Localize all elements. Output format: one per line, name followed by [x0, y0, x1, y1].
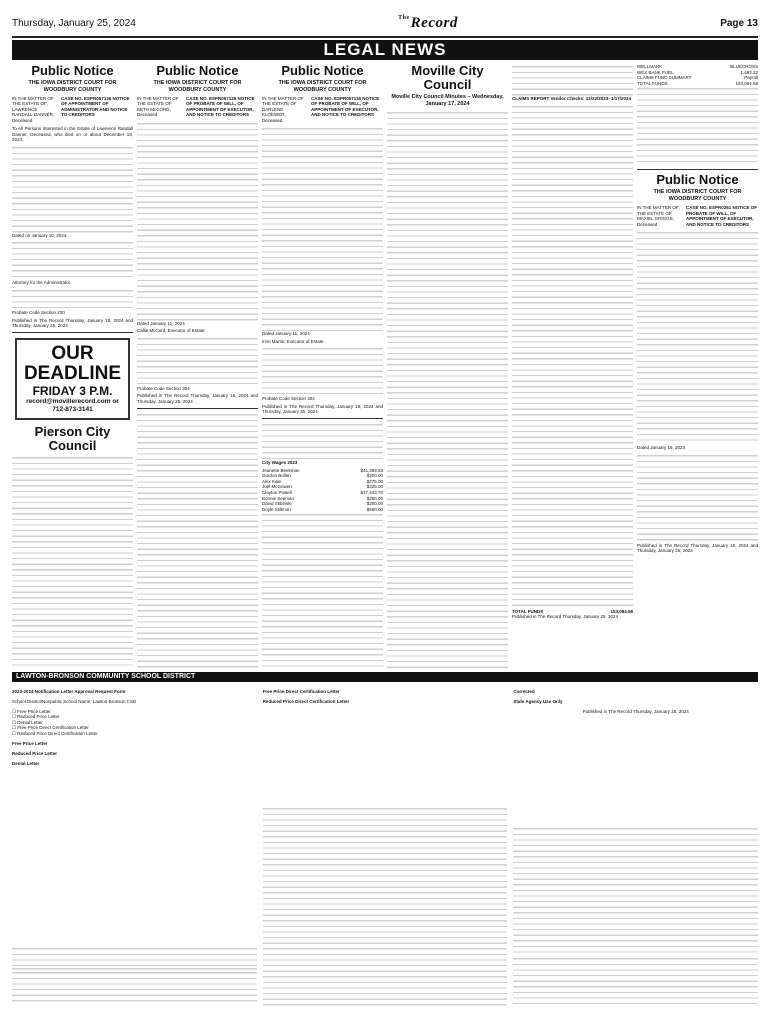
published-note: Published in The Record Thursday, January 18, 2024 and Thursday, January 25, 2024 — [137, 393, 258, 404]
pierson-title: Pierson City Council — [34, 423, 111, 453]
case-caption — [12, 96, 133, 123]
moville-title: Moville City Council — [411, 64, 484, 92]
free-direct-heading: Free Price Direct Certification Letter — [262, 688, 340, 694]
state-agency-heading: State Agency Use Only — [513, 698, 563, 704]
column-3 — [262, 64, 383, 670]
summary-row-label: WELLMARK — [637, 64, 663, 69]
claims-summary — [637, 64, 758, 86]
summary-row-value: BLUECROSS — [730, 64, 758, 69]
notice-body-text — [262, 126, 383, 331]
masthead — [398, 15, 458, 32]
free-price-heading: Free Price Letter — [12, 741, 48, 747]
notice-body-text — [12, 145, 133, 233]
reduced-price-rows — [12, 970, 257, 1006]
wage-row-value: $250.00 — [366, 495, 383, 501]
claims-text — [262, 512, 383, 670]
page-number: Page 13 — [720, 17, 758, 29]
form-column-3 — [513, 684, 758, 1006]
published-note: Published in The Record Thursday, January 18, 2024 and Thursday, January 25, 2024 — [637, 542, 758, 554]
wage-row-label: David Skbinski — [262, 501, 292, 507]
column-4 — [387, 64, 508, 670]
deadline-time: FRIDAY 3 P.M. — [32, 383, 113, 398]
summary-row-label: CLAIMS FUND SUMMARY — [637, 75, 692, 81]
notice-court: THE IOWA DISTRICT COURT FOR WOODBURY COUNTY — [653, 189, 742, 202]
notice-court: THE IOWA DISTRICT COURT FOR WOODBURY COUNTY — [28, 80, 117, 93]
probate-section: Probate Code Section 304 — [137, 385, 190, 391]
wage-row-value: $325.00 — [366, 484, 383, 490]
executor-name: Irvin Martin, Executor of Estate — [262, 338, 324, 344]
claims-summary-list — [637, 86, 758, 166]
published-note: Published in The Record Thursday, January 18, 2024 and Thursday, January 25, 2024 — [12, 317, 133, 329]
notice-title: Public Notice — [656, 172, 739, 188]
total-value: 153,084.58 — [610, 608, 633, 614]
executor-name: Callie McCord, Executor of Estate — [137, 328, 205, 334]
notice-dated: Dated January 11, 2024 — [137, 320, 185, 326]
denial-heading: Denial Letter — [12, 761, 40, 767]
page-header — [12, 10, 758, 38]
caption-left: IN THE MATTER OF THE ESTATE OF DARLENE KLOEWER, Deceased. — [262, 96, 304, 123]
case-caption — [262, 96, 383, 123]
section-banner: LEGAL NEWS — [12, 40, 758, 60]
probate-section: Probate Code Section 230 — [12, 310, 65, 315]
summary-row-label: TOTAL FUNDS — [637, 80, 668, 86]
notice-dated: Dated January 11, 2024 — [262, 331, 310, 337]
wage-row-value: $37,443.70 — [360, 489, 383, 495]
letter-option[interactable]: ☐ Reduced Price Direct Certification Letter — [12, 731, 98, 737]
notice-body-text — [637, 230, 758, 445]
signature-block — [12, 240, 133, 280]
wage-row-label: Joel McGowen — [262, 484, 292, 490]
wage-row-value: $41,369.63 — [360, 467, 383, 473]
caption-right: CASE NO. ESPR057136 NOTICE OF APPOINTMENT OF ADMINISTRATOR AND NOTICE TO CREDITORS — [60, 96, 130, 118]
form-column-1 — [12, 684, 257, 1006]
notice-dated: Dated January 16, 2024 — [637, 445, 686, 450]
wages-list — [262, 468, 383, 513]
probate-section: Probate Code Section 304 — [262, 396, 315, 402]
masthead-article: The — [398, 14, 410, 21]
wage-row-value: $275.00 — [366, 478, 383, 484]
case-caption — [637, 205, 758, 227]
minutes-end-text — [512, 64, 633, 96]
wage-row-label: Doyle Stillmon — [262, 506, 291, 512]
notice-dated: Dated on January 10, 2024. — [12, 232, 68, 238]
notification-form — [12, 684, 758, 1006]
deadline-heading: OUR DEADLINE — [23, 342, 122, 384]
divider — [637, 169, 758, 170]
wage-row-label: Clayton Powell — [262, 489, 292, 495]
published-note: Published in The Record Thursday, January 25, 2024 — [582, 708, 689, 714]
case-caption — [137, 96, 258, 118]
wage-row-value: $650.00 — [366, 506, 383, 512]
column-5 — [512, 64, 633, 670]
wage-row-value: $200.00 — [366, 473, 383, 479]
lawton-bronson-bar: LAWTON-BRONSON COMMUNITY SCHOOL DISTRICT — [12, 672, 758, 682]
published-note: Published in The Record Thursday, January 25, 2024 — [512, 614, 619, 620]
caption-right: CASE NO. ESPR057126 NOTICE OF PROBATE OF WILL, OF APPOINTMENT OF EXECUTOR, AND NOTICE TO CREDITORS — [185, 96, 255, 118]
published-note: Published in The Record Thursday, January 18, 2024 and Thursday, January 25, 2024 — [262, 403, 383, 415]
column-2 — [137, 64, 258, 670]
attorney-block — [137, 336, 258, 386]
wage-row-label: Gordon Bollen — [262, 473, 291, 479]
legal-columns — [12, 64, 758, 670]
issue-date: Thursday, January 25, 2024 — [12, 17, 136, 29]
summary-row-value: 1,493.22 — [740, 69, 758, 75]
approval-rows — [513, 956, 758, 1006]
moville-subtitle: Moville City Council Minutes – Wednesday, January 17, 2024 — [391, 94, 504, 107]
divider — [137, 408, 258, 409]
masthead-name: Record — [410, 14, 458, 31]
notice-title: Public Notice — [31, 64, 114, 78]
letter-option[interactable]: ☐ Free Price Direct Certification Letter — [12, 725, 89, 731]
divider — [262, 418, 383, 419]
reduced-direct-heading: Reduced Price Direct Certification Letter — [262, 698, 350, 704]
corrected-heading: Corrected — [513, 688, 535, 694]
wage-row-label: Alex Kale — [262, 478, 282, 484]
caption-left: IN THE MATTER OF THE ESTATE OF MAXIEL GRIGGS, Deceased — [637, 205, 679, 227]
wage-row-label: Jeanette Beekman — [262, 467, 300, 473]
caption-left: IN THE MATTER OF THE ESTATE OF LAWRENCE RANDALL DANNER, Deceased. — [12, 96, 55, 123]
form-text — [263, 806, 508, 1006]
caption-right: CASE NO. ESPR057116 NOTICE OF PROBATE OF WILL, OF APPOINTMENT OF EXECUTOR, AND NOTICE TO CREDITORS — [310, 96, 380, 118]
divider — [12, 332, 133, 333]
notice-title: Public Notice — [156, 64, 239, 78]
summary-row-value: Payroll — [744, 75, 758, 81]
notice-opening: To All Persons Interested in the Estate of Lawrence Randall Danner, Deceased, who died on or about December 19, 2023: — [12, 126, 133, 143]
claims-title: CLAIMS REPORT Vendor Checks: 12/22/2023- 1/17/2024 — [512, 96, 632, 101]
district-name: School District/Nonpublic School Name: Lawton-Bronson CSD — [12, 698, 137, 704]
reduced-price-heading: Reduced Price Letter — [12, 751, 58, 757]
summary-row-label: WEX BANK FUEL — [637, 69, 674, 75]
claims-list — [512, 104, 633, 609]
letter-options — [12, 709, 257, 737]
wage-row-value: $200.00 — [366, 501, 383, 507]
summary-row-value: 153,084.58 — [735, 80, 758, 86]
form-column-2 — [263, 684, 508, 1006]
notice-title: Public Notice — [281, 64, 364, 78]
attorney-block — [262, 346, 383, 396]
moville-minutes-text — [387, 110, 508, 670]
minutes-text — [262, 422, 383, 460]
total-label: TOTAL FUNDS — [512, 608, 544, 614]
pierson-minutes-cont — [137, 412, 258, 670]
letter-option[interactable]: ☐ Free Price Letter — [12, 708, 51, 714]
deadline-contact[interactable]: record@movillerecord.com or 712-873-3141 — [26, 397, 119, 413]
notice-body-text — [137, 121, 258, 321]
column-6 — [637, 64, 758, 670]
caption-left: IN THE MATTER OF THE ESTATE OF BETH McCORD, Deceased. — [137, 96, 179, 118]
attorney-label: Attorney for the Administrator — [12, 280, 71, 286]
column-1 — [12, 64, 133, 670]
letter-option[interactable]: ☐ Denial Letter — [12, 719, 43, 725]
letter-option[interactable]: ☐ Reduced Price Letter — [12, 714, 60, 720]
attorney-block — [637, 453, 758, 543]
city-wages-title: City Wages 2023 — [262, 460, 298, 465]
deadline-box — [15, 338, 130, 420]
attorney-address — [12, 288, 133, 310]
form-title: 2023-2024 Notification Letter Approval Request Form — [12, 688, 126, 694]
wage-row-label: Bonnie Seeman — [262, 495, 295, 501]
pierson-minutes-text — [12, 455, 133, 670]
caption-right: CASE NO. ESPR0261 NOTICE OF PROBATE OF WILL, OF APPOINTMENT OF EXECUTOR, AND NOTICE TO CREDITORS — [685, 205, 757, 227]
notice-court: THE IOWA DISTRICT COURT FOR WOODBURY COUNTY — [153, 80, 242, 93]
notice-court: THE IOWA DISTRICT COURT FOR WOODBURY COUNTY — [278, 80, 367, 93]
